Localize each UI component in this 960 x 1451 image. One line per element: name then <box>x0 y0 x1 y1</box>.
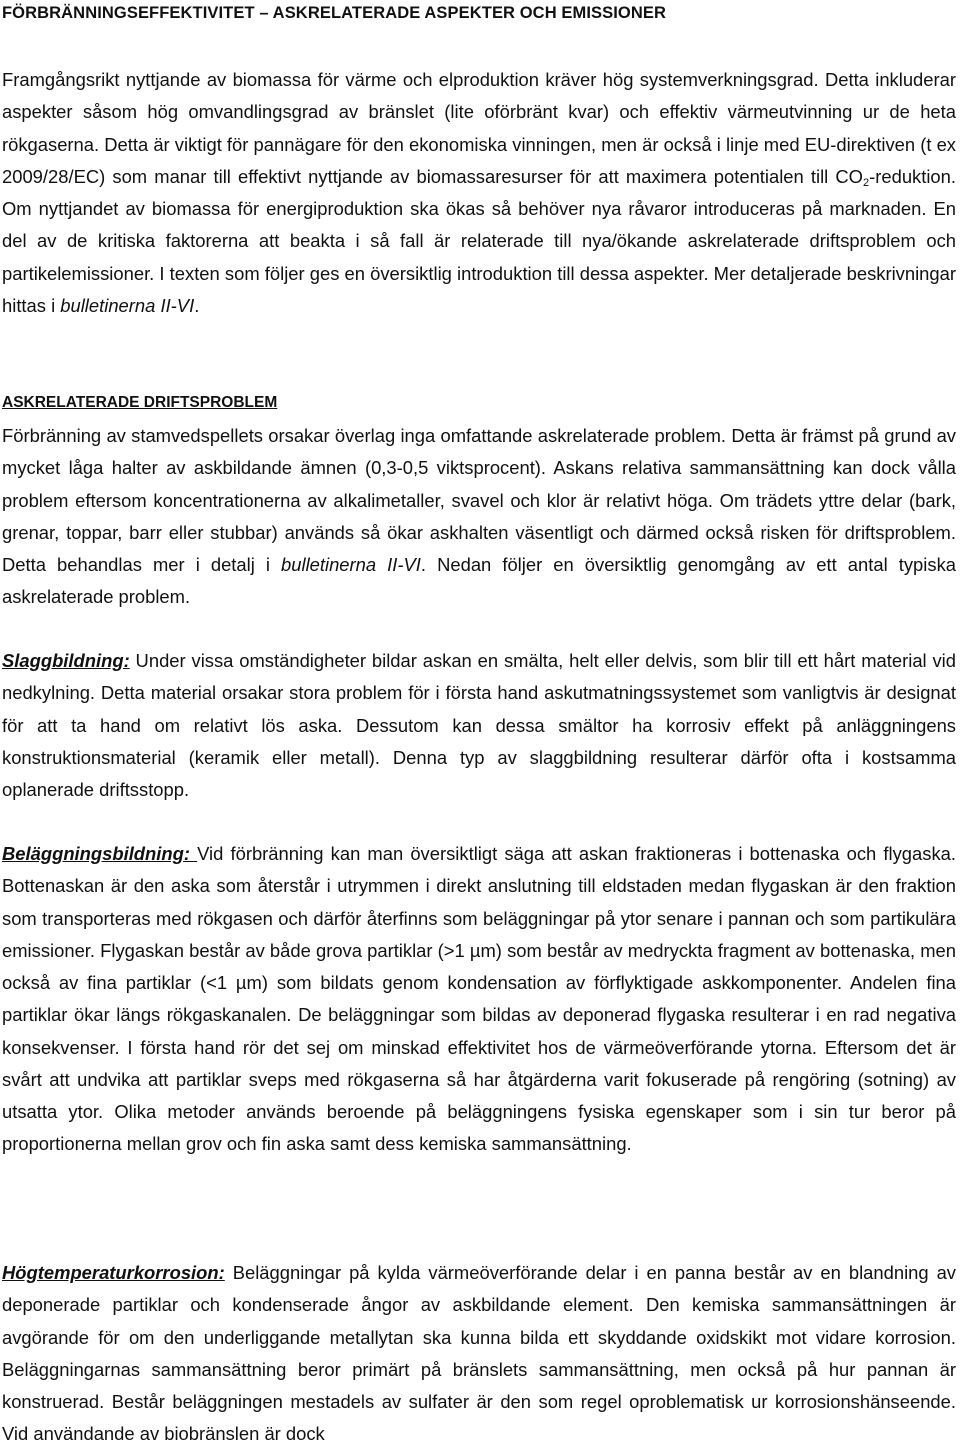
ash-problems-text-b: . Nedan följer en översiktlig genomgång av ett antal typiska askrelaterade problem. <box>2 554 956 608</box>
intro-paragraph <box>2 64 956 322</box>
document-title: FÖRBRÄNNINGSEFFEKTIVITET – ASKRELATERADE ASPEKTER OCH EMISSIONER <box>2 4 666 22</box>
fouling-lead: Beläggningsbildning: <box>2 843 198 864</box>
fouling-text: Vid förbränning kan man översiktligt säga att askan fraktioneras i bottenaska och flygaska. Bottenaskan är den aska som återstår i utrymmen i direkt anslutning till eldstaden medan flygaskan är den fraktion som transporteras med rökgasen och därför återfinns som beläggningar på ytor senare i pannan och som partikulära emissioner. Flygaskan består av både grova partiklar (>1 µm) som består av medryckta fragment av bottenaska, men också av fina partiklar (<1 µm) som bildats genom kondensation av förflyktigade askkomponenter. Andelen fina partiklar ökar längs rökgaskanalen. De beläggningar som bildas av deponerad flygaska resulterar i en rad negativa konsekvenser. I första hand rör det sej om minskad effektivitet hos de värmeöverförande ytorna. Eftersom det är svårt att undvika att partiklar sveps med rökgaserna så har åtgärderna varit fokuserade på rengöring (sotning) av utsatta ytor. Olika metoder används beroende på beläggningens fysiska egenskaper som i sin tur beror på proportionerna mellan grov och fin aska samt dess kemiska sammansättning. <box>2 843 956 1155</box>
intro-text-end: . <box>194 294 200 316</box>
slagging-lead: Slaggbildning: <box>2 650 130 671</box>
corrosion-text: Beläggningar på kylda värmeöverförande delar i en panna består av en blandning av deponerade partiklar och kondenserade ångor av askbildande element. Den kemiska sammansättningen är avgörande för om den underliggande metallytan ska kunna bilda ett skyddande oxidskikt mot vidare korrosion. Beläggningarnas sammansättning beror primärt på bränslets sammansättning, men också på hur pannan är konstruerad. Består beläggningen mestadels av sulfater är den som regel oproblematisk ur korrosionshänseende. Vid användande av biobränslen är dock <box>2 1262 956 1445</box>
ash-problems-paragraph <box>2 420 956 614</box>
intro-bulletin-reference: bulletinerna II-VI <box>60 294 195 316</box>
corrosion-lead: Högtemperaturkorrosion: <box>2 1262 225 1283</box>
corrosion-paragraph <box>2 1257 956 1451</box>
slagging-paragraph <box>2 645 956 806</box>
intro-text-a: Framgångsrikt nyttjande av biomassa för värme och elproduktion kräver hög systemverkningsgrad. Detta inkluderar aspekter såsom hög omvandlingsgrad av bränslet (lite oförbränt kvar) och effektiv värmeutvinning ur de heta rökgaserna. Detta är viktigt för pannägare för den ekonomiska vinningen, men är också i linje med EU-direktiven (t ex 2009/28/EC) som manar till effektivt nyttjande av biomassaresurser för att maximera potentialen till CO <box>2 69 956 187</box>
ash-problems-bulletin-reference: bulletinerna II-VI <box>281 554 421 575</box>
section-heading-ash-problems: ASKRELATERADE DRIFTSPROBLEM <box>2 394 278 411</box>
fouling-paragraph <box>2 838 956 1161</box>
slagging-text: Under vissa omständigheter bildar askan en smälta, helt eller delvis, som blir till ett hårt material vid nedkylning. Detta material orsakar stora problem för i första hand askutmatningssystemet som vanligtvis är designat för att ta hand om relativt lös aska. Dessutom kan dessa smältor ha korrosiv effekt på anläggningens konstruktionsmaterial (keramik eller metall). Denna typ av slaggbildning resulterar därför ofta i kostsamma oplanerade driftsstopp. <box>2 650 956 800</box>
intro-text-b: -reduktion. Om nyttjandet av biomassa för energiproduktion ska ökas så behöver nya råvaror introduceras på marknaden. En del av de kritiska faktorerna att beakta i så fall är relaterade till nya/ökande askrelaterade driftsproblem och partikelemissioner. I texten som följer ges en översiktlig introduktion till dessa aspekter. Mer detaljerade beskrivningar hittas i <box>2 165 956 316</box>
ash-problems-text-a: Förbränning av stamvedspellets orsakar överlag inga omfattande askrelaterade problem. Detta är främst på grund av mycket låga halter av askbildande ämnen (0,3-0,5 viktsprocent). Askans relativa sammansättning kan dock vålla problem eftersom koncentrationerna av alkalimetaller, svavel och klor är relativt höga. Om trädets yttre delar (bark, grenar, toppar, barr eller stubbar) används så ökar askhalten väsentligt och därmed också risken för driftsproblem. Detta behandlas mer i detalj i <box>2 425 956 575</box>
co2-subscript: 2 <box>862 176 870 189</box>
